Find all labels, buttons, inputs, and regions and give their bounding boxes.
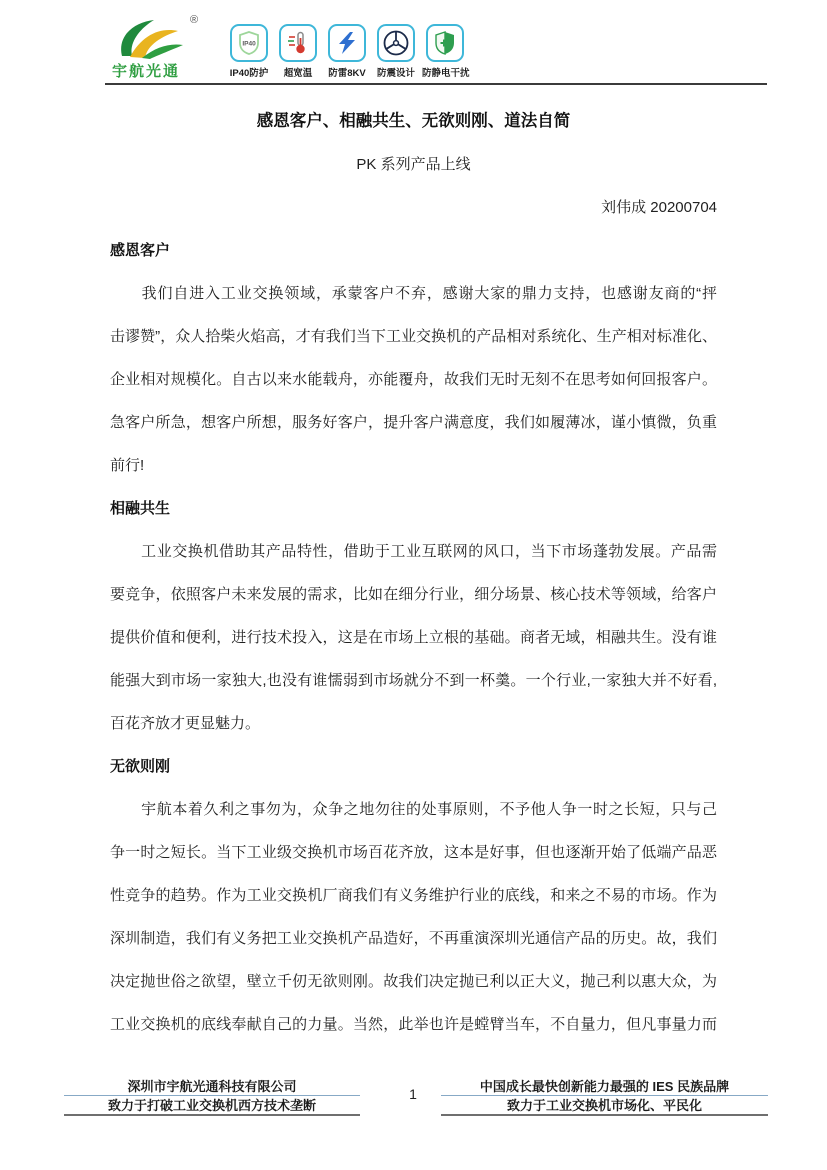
section-heading: 无欲则刚 <box>110 758 171 775</box>
body-line: 百花齐放才更显魅力。 <box>110 715 261 732</box>
antistatic-shield-icon <box>432 30 458 56</box>
footer-brand-claim: 中国成长最快创新能力最强的 IES 民族品牌 <box>441 1078 768 1096</box>
lightning-icon <box>334 30 360 56</box>
body-line: 我们自进入工业交换领域，承蒙客户不弃，感谢大家的鼎力支持，也感谢友商的“抨 <box>110 285 717 302</box>
badge-antistatic <box>422 24 468 79</box>
footer-left-slogan: 致力于打破工业交换机西方技术垄断 <box>64 1096 360 1116</box>
header-divider <box>105 83 767 85</box>
footer-right <box>441 1078 768 1116</box>
body-line: 企业相对规模化。自古以来水能载舟，亦能覆舟，故我们无时无刻不在思考如何回报客户。 <box>110 371 717 388</box>
body-line: 能强大到市场一家独大,也没有谁懦弱到市场就分不到一杯羹。一个行业,一家独大并不好看, <box>110 672 717 689</box>
registered-mark: ® <box>190 14 199 26</box>
document-content <box>110 100 717 1046</box>
footer-left <box>64 1078 360 1116</box>
body-line: 争一时之短长。当下工业级交换机市场百花齐放，这本是好事，但也逐渐开始了低端产品恶 <box>110 844 717 861</box>
body-line: 要竞争，依照客户未来发展的需求，比如在细分行业，细分场景、核心技术等领域，给客户 <box>110 586 717 603</box>
svg-text:IP40: IP40 <box>242 40 256 48</box>
body-line: 决定抛世俗之欲望，壁立千仞无欲则刚。故我们决定抛已利以正大义，抛己利以惠大众，为 <box>110 973 717 990</box>
badge-label: 防震设计 <box>376 68 415 79</box>
company-logo <box>112 14 208 78</box>
body-line: 工业交换机的底线奉献自己的力量。当然，此举也许是螳臂当车，不自量力，但凡事量力而 <box>110 1016 717 1033</box>
footer-company-name: 深圳市宇航光通科技有限公司 <box>64 1078 360 1096</box>
logo-text: 宇航光通 <box>112 63 181 80</box>
page-header <box>112 14 468 79</box>
document-body <box>110 229 717 1046</box>
body-line: 急客户所急，想客户所想，服务好客户，提升客户满意度，我们如履薄冰，谨小慎微，负重 <box>110 414 717 431</box>
body-line: 击谬赞”，众人拾柴火焰高，才有我们当下工业交换机的产品相对系统化、生产相对标准化、 <box>110 328 717 345</box>
steering-wheel-icon <box>382 29 410 57</box>
body-line: 深圳制造，我们有义务把工业交换机产品造好，不再重演深圳光通信产品的历史。故，我们 <box>110 930 717 947</box>
ip40-shield-icon <box>236 30 262 56</box>
page-subtitle: PK 系列产品上线 <box>356 156 471 173</box>
badge-ip40 <box>226 24 272 79</box>
body-line: 提供价值和便利，进行技术投入，这是在市场上立根的基础。商者无域，相融共生。没有谁 <box>110 629 717 646</box>
page-number: 1 <box>409 1086 417 1102</box>
badge-label: IP40防护 <box>229 68 269 79</box>
thermometer-icon <box>285 30 311 56</box>
badge-anti-vibration <box>373 24 419 79</box>
feature-badges <box>226 24 468 79</box>
body-line: 宇航本着久利之事勿为，众争之地勿往的处事原则，不予他人争一时之长短，只与己 <box>110 801 717 818</box>
body-line: 前行! <box>110 457 145 474</box>
badge-label: 防雷8KV <box>328 68 366 79</box>
body-line: 工业交换机借助其产品特性，借助于工业互联网的风口，当下市场蓬勃发展。产品需 <box>110 543 717 560</box>
logo-swoosh-icon <box>112 18 190 60</box>
badge-label: 防静电干扰 <box>422 68 470 79</box>
section-heading: 相融共生 <box>110 500 171 517</box>
section-heading: 感恩客户 <box>110 242 171 259</box>
footer-right-slogan: 致力于工业交换机市场化、平民化 <box>441 1096 768 1116</box>
body-line: 性竞争的趋势。作为工业交换机厂商我们有义务维护行业的底线，和来之不易的市场。作为 <box>110 887 717 904</box>
author-date: 刘伟成 20200704 <box>601 199 717 216</box>
page-title: 感恩客户、相融共生、无欲则刚、道法自简 <box>256 112 571 130</box>
badge-lightning-8kv <box>324 24 370 79</box>
badge-wide-temp <box>275 24 321 79</box>
badge-label: 超宽温 <box>283 68 313 79</box>
